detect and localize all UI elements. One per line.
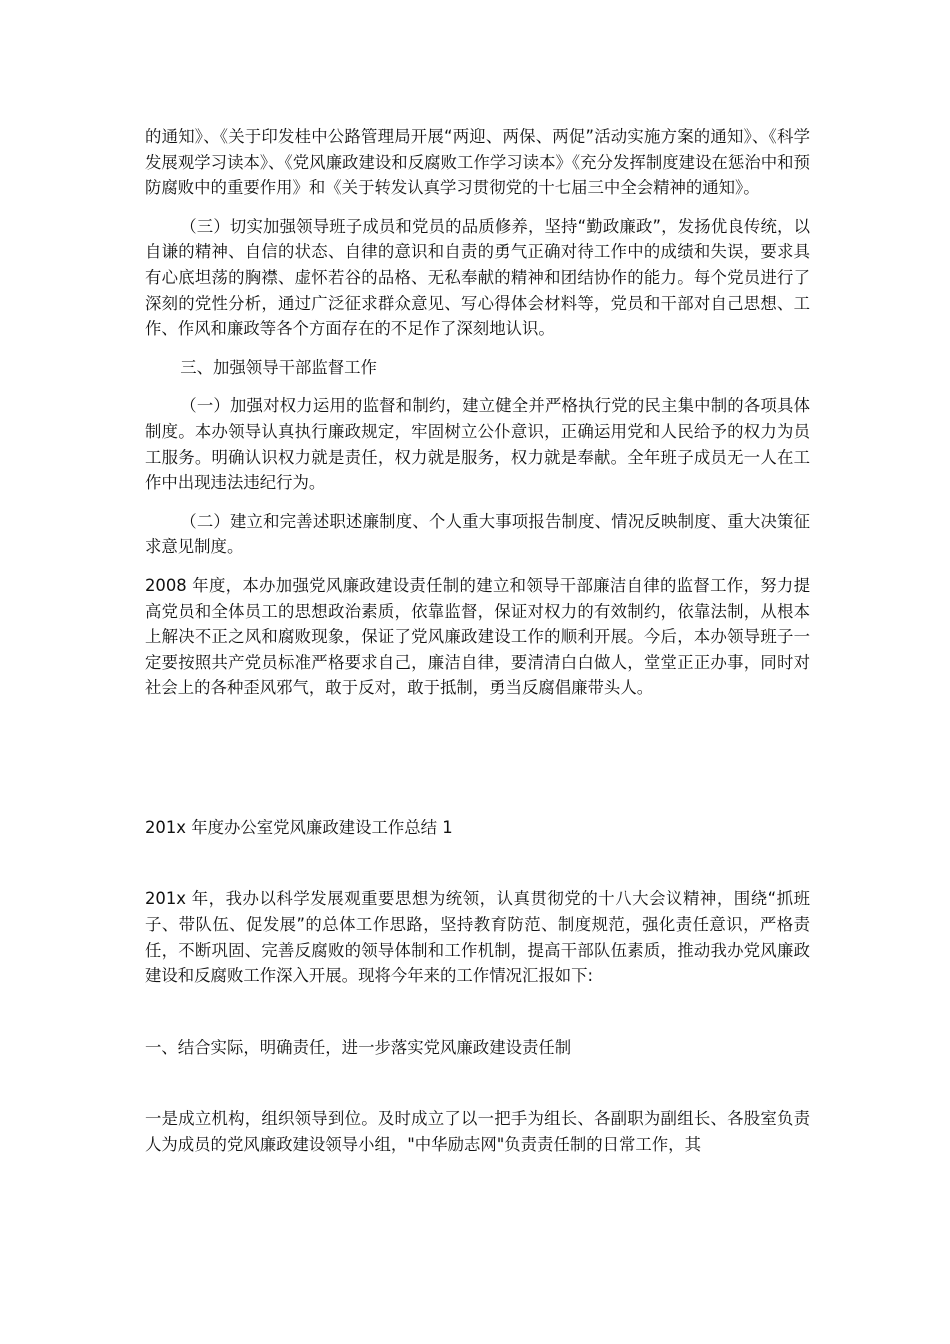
document-title: 201x 年度办公室党风廉政建设工作总结 1 <box>145 817 453 837</box>
paragraph-notice-list: 的通知》、《关于印发桂中公路管理局开展“两迎、两保、两促”活动实施方案的通知》、《科学发展观学习读本》、《党风廉政建设和反腐败工作学习读本》《充分发挥制度建设在惩治中和预防腐败中的重要作用》和《关于转发认真学习贯彻党的十七届三中全会精神的通知》。 <box>145 127 810 198</box>
paragraph-organization: 一是成立机构，组织领导到位。及时成立了以一把手为组长、各副职为副组长、各股室负责人为成员的党风廉政建设领导小组，"中华励志网"负责责任制的日常工作，其 <box>145 1109 810 1155</box>
paragraph-2008-summary: 2008 年度，本办加强党风廉政建设责任制的建立和领导干部廉洁自律的监督工作，努力提高党员和全体员工的思想政治素质，依靠监督，保证对权力的有效制约，依靠法制，从根本上解决不正之风和腐败现象，保证了党风廉政建设工作的顺利开展。今后，本办领导班子一定要按照共产党员标准严格要求自己，廉洁自律，要清清白白做人，堂堂正正办事，同时对社会上的各种歪风邪气，敢于反对，敢于抵制，勇当反腐倡廉带头人。 <box>145 575 810 698</box>
document-page <box>145 124 810 1158</box>
section-heading-1: 一、结合实际，明确责任，进一步落实党风廉政建设责任制 <box>145 1037 572 1057</box>
paragraph-item-1-supervision: （一）加强对权力运用的监督和制约，建立健全并严格执行党的民主集中制的各项具体制度。本办领导认真执行廉政规定，牢固树立公仆意识，正确运用党和人民给予的权力为员工服务。明确认识权力就是责任，权力就是服务，权力就是奉献。全年班子成员无一人在工作中出现违法违纪行为。 <box>145 396 810 493</box>
paragraph-201x-intro: 201x 年，我办以科学发展观重要思想为统领，认真贯彻党的十八大会议精神，围绕“抓班子、带队伍、促发展”的总体工作思路，坚持教育防范、制度规范，强化责任意识，严格责任，不断巩固、完善反腐败的领导体制和工作机制，提高干部队伍素质，推动我办党风廉政建设和反腐败工作深入开展。现将今年来的工作情况汇报如下: <box>145 889 810 986</box>
section-heading-3: 三、加强领导干部监督工作 <box>180 357 377 377</box>
paragraph-item-3-quality: （三）切实加强领导班子成员和党员的品质修养，坚持“勤政廉政”，发扬优良传统，以自谦的精神、自信的状态、自律的意识和自责的勇气正确对待工作中的成绩和失误，要求具有心底坦荡的胸襟、虚怀若谷的品格、无私奉献的精神和团结协作的能力。每个党员进行了深刻的党性分析，通过广泛征求群众意见、写心得体会材料等，党员和干部对自己思想、工作、作风和廉政等各个方面存在的不足作了深刻地认识。 <box>145 216 810 339</box>
paragraph-item-2-systems: （二）建立和完善述职述廉制度、个人重大事项报告制度、情况反映制度、重大决策征求意见制度。 <box>145 511 810 557</box>
